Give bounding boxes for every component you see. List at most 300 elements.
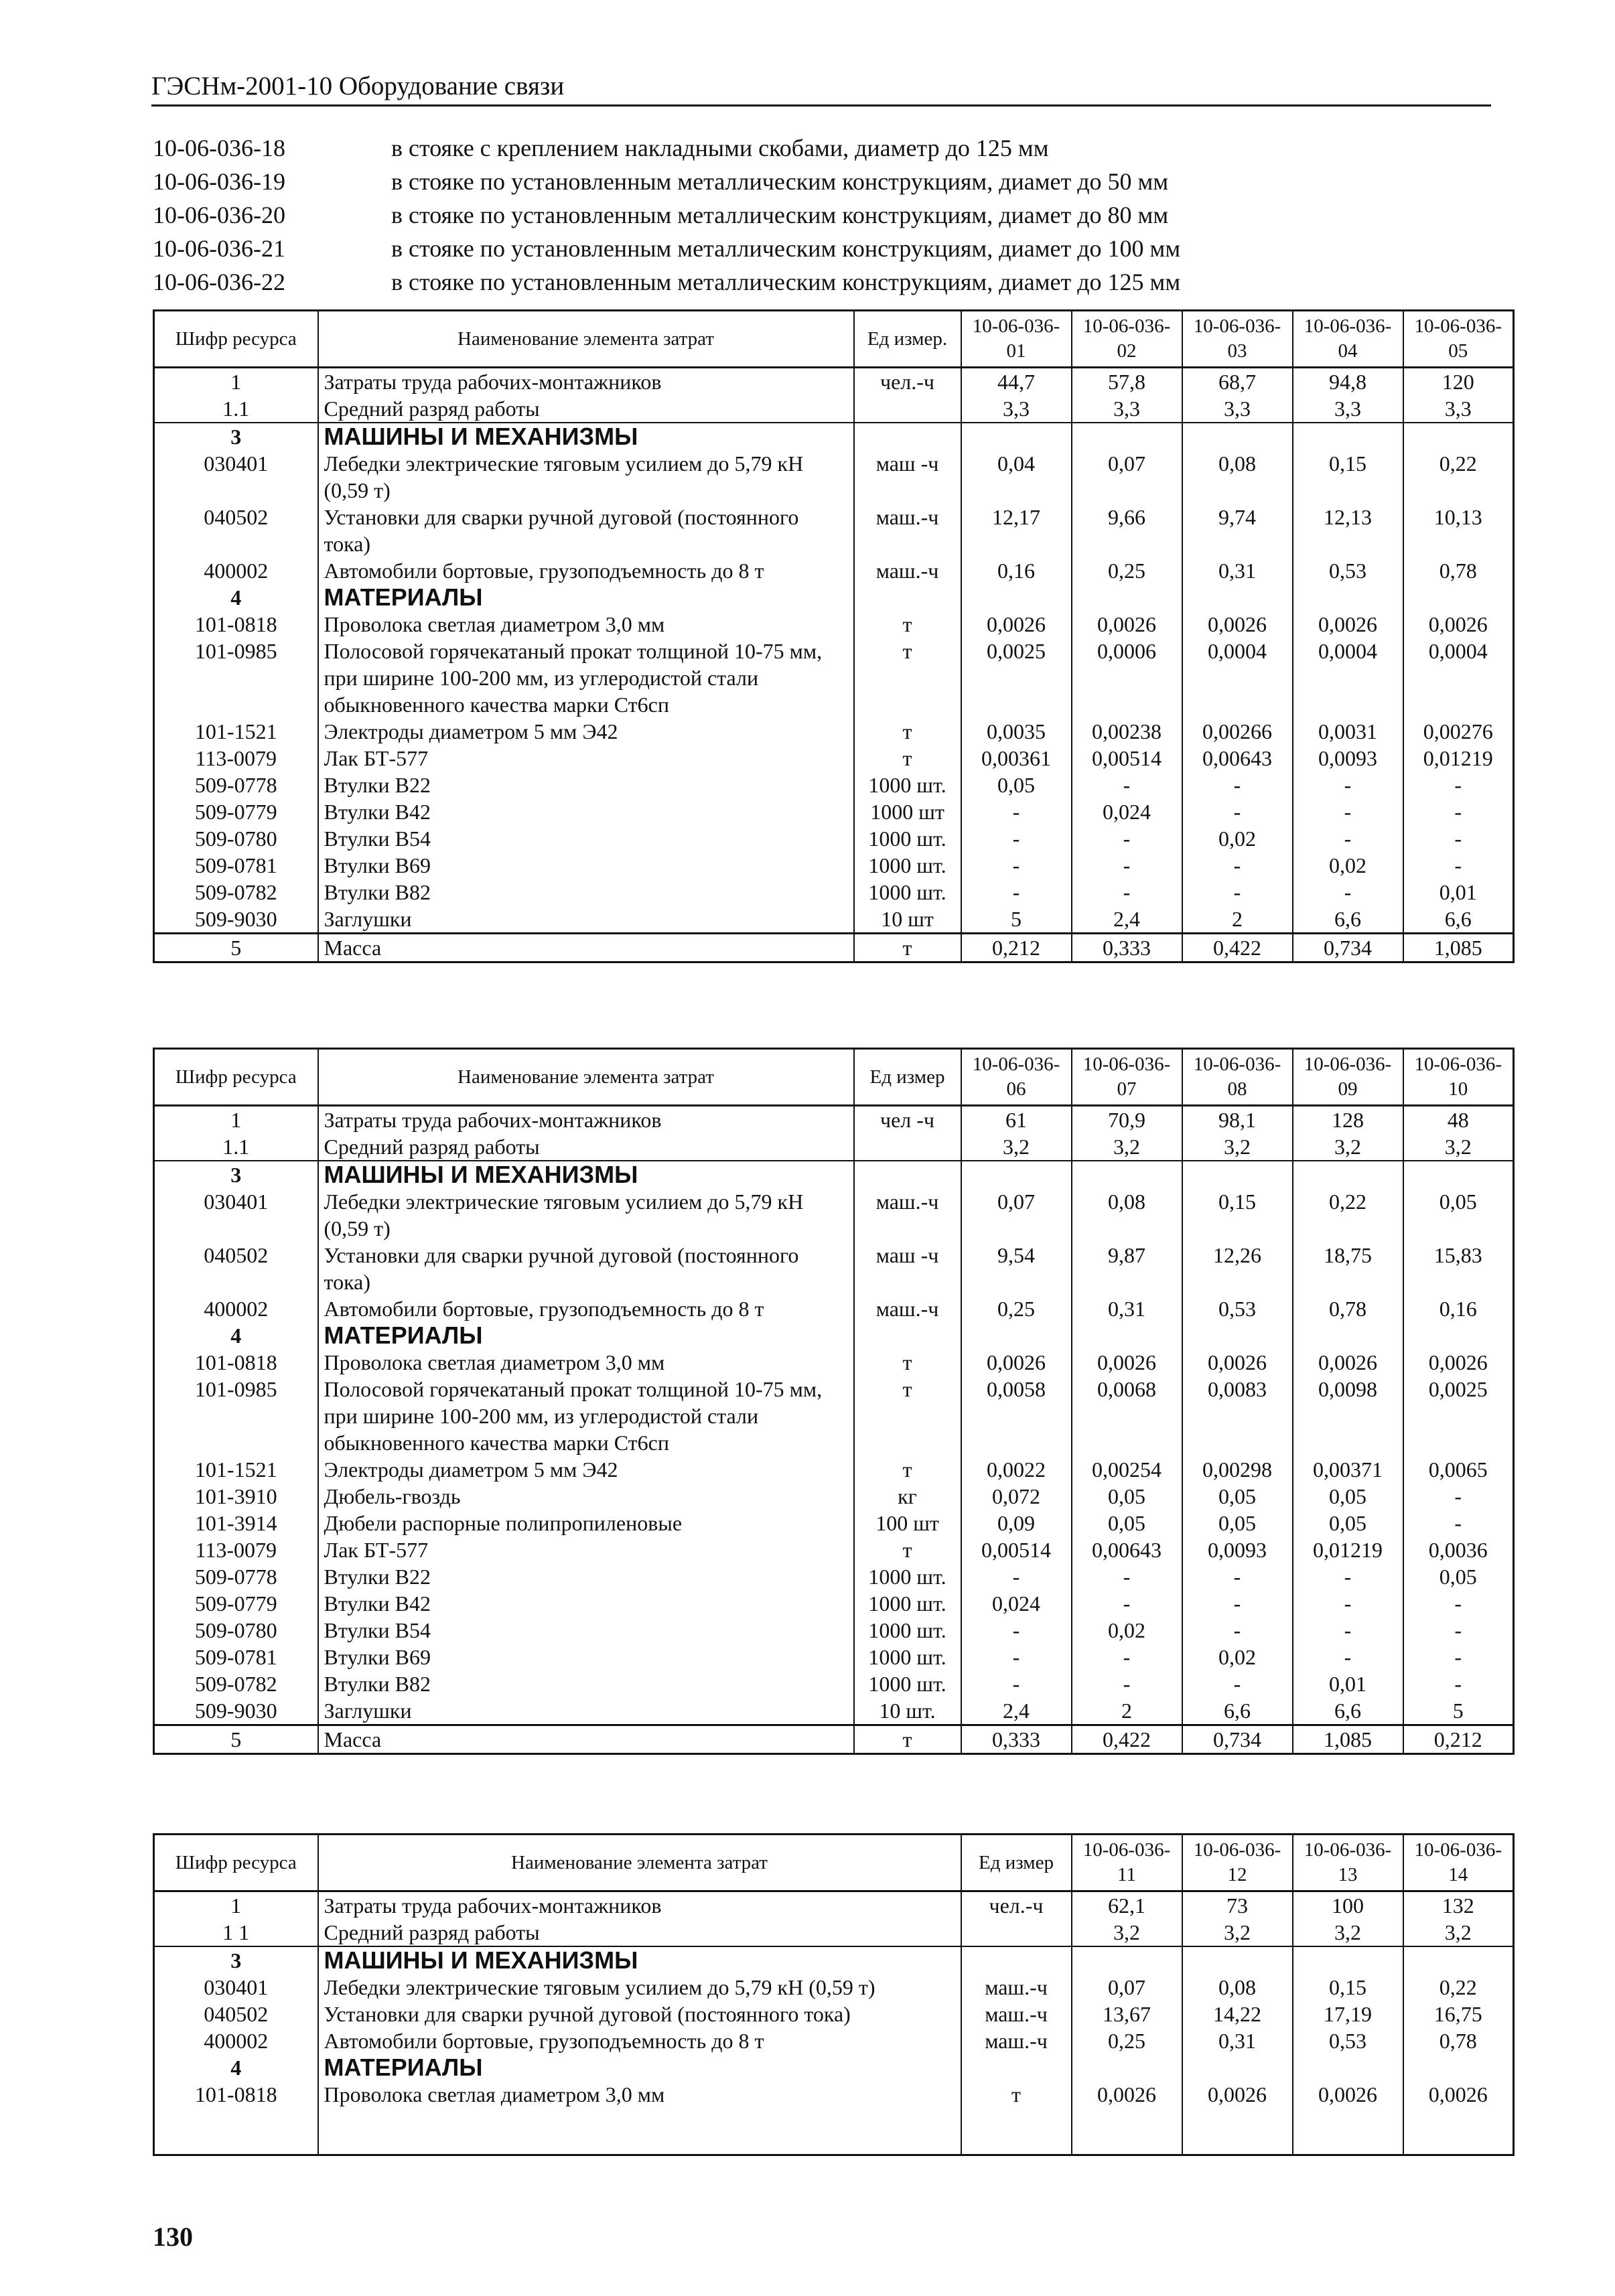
resource-unit — [854, 1161, 961, 1188]
resource-unit: 1000 шт. — [854, 879, 961, 906]
resource-value: 0,00514 — [1072, 745, 1182, 772]
blank-cell — [961, 2108, 1072, 2155]
resource-value: 0,0065 — [1403, 1456, 1514, 1483]
table-row — [154, 1617, 1514, 1644]
norm-code-row — [153, 232, 1492, 265]
table-header-row — [154, 1049, 1514, 1106]
resource-code: 101-3910 — [154, 1483, 318, 1510]
resource-value — [1403, 1946, 1514, 1974]
resource-code: 1 1 — [154, 1919, 318, 1946]
resource-name: Дюбель-гвоздь — [318, 1483, 854, 1510]
resource-unit: т — [854, 718, 961, 745]
resource-value: 0,05 — [1072, 1483, 1182, 1510]
column-header-norm-code: 10-06-036-08 — [1182, 1049, 1293, 1106]
table-row — [154, 1510, 1514, 1536]
resource-value — [1403, 1322, 1514, 1349]
blank-cell — [1293, 2108, 1403, 2155]
resource-name: Электроды диаметром 5 мм Э42 — [318, 1456, 854, 1483]
resource-value: 0,02 — [1072, 1617, 1182, 1644]
resource-name: Автомобили бортовые, грузоподъемность до 8 т — [318, 1295, 854, 1322]
resource-value: - — [1182, 772, 1293, 798]
resource-value: - — [1293, 879, 1403, 906]
resource-value: - — [1403, 1670, 1514, 1697]
resource-value: 0,31 — [1182, 2027, 1293, 2054]
resource-value: - — [961, 1617, 1072, 1644]
resource-value: 0,212 — [961, 934, 1072, 962]
resource-value: 0,04 — [961, 450, 1072, 504]
resource-value: - — [1293, 825, 1403, 852]
resource-value: 0,08 — [1072, 1188, 1182, 1242]
resource-value: 0,00643 — [1072, 1536, 1182, 1563]
table-row — [154, 557, 1514, 584]
column-header-unit: Ед измер. — [854, 311, 961, 368]
resource-value: 0,05 — [961, 772, 1072, 798]
resource-value: 12,13 — [1293, 504, 1403, 557]
resource-value: 68,7 — [1182, 368, 1293, 396]
resource-name: Установки для сварки ручной дуговой (постоянного тока) — [318, 2001, 961, 2027]
resource-code: 509-0779 — [154, 1590, 318, 1617]
resource-code: 101-1521 — [154, 1456, 318, 1483]
norm-code-id: 10-06-036-22 — [153, 269, 285, 295]
resource-value: 3,2 — [961, 1133, 1072, 1161]
resource-value: 0,422 — [1072, 1725, 1182, 1754]
resource-value: 0,734 — [1293, 934, 1403, 962]
resource-code: 030401 — [154, 450, 318, 504]
resource-name: Масса — [318, 1725, 854, 1754]
resource-code: 509-0781 — [154, 1644, 318, 1670]
resource-value: 0,05 — [1403, 1188, 1514, 1242]
resource-unit: чел -ч — [854, 1106, 961, 1134]
resource-value: 0,0083 — [1182, 1376, 1293, 1456]
table-row — [154, 1376, 1514, 1456]
table-row — [154, 2081, 1514, 2108]
resource-unit: 1000 шт — [854, 798, 961, 825]
resource-code: 3 — [154, 1946, 318, 1974]
resource-value: 62,1 — [1072, 1891, 1182, 1920]
column-header-code: Шифр ресурса — [154, 1835, 318, 1891]
resource-code: 101-0985 — [154, 1376, 318, 1456]
resource-name: Установки для сварки ручной дуговой (постоянного тока) — [318, 1242, 854, 1295]
resource-value — [1072, 1322, 1182, 1349]
table-row — [154, 1349, 1514, 1376]
section-row — [154, 1322, 1514, 1349]
column-header-norm-code: 10-06-036-06 — [961, 1049, 1072, 1106]
resource-unit: 10 шт — [854, 906, 961, 934]
column-header-norm-code: 10-06-036-07 — [1072, 1049, 1182, 1106]
resource-value: 0,0006 — [1072, 638, 1182, 718]
resource-unit: маш.-ч — [961, 2001, 1072, 2027]
resource-value: 0,0026 — [1403, 611, 1514, 638]
resource-value: 0,07 — [961, 1188, 1072, 1242]
resource-code: 4 — [154, 2054, 318, 2081]
resource-value — [1293, 584, 1403, 611]
blank-cell — [154, 2108, 318, 2155]
resource-value: 0,0026 — [1072, 611, 1182, 638]
resource-value: - — [1182, 879, 1293, 906]
resource-value: 0,53 — [1182, 1295, 1293, 1322]
resource-value: - — [1072, 1644, 1182, 1670]
resource-value — [961, 584, 1072, 611]
resource-code: 1.1 — [154, 1133, 318, 1161]
resource-value: 0,00276 — [1403, 718, 1514, 745]
resource-name: Втулки В82 — [318, 1670, 854, 1697]
resource-value: 6,6 — [1403, 906, 1514, 934]
table-row — [154, 1483, 1514, 1510]
resource-value: 0,25 — [961, 1295, 1072, 1322]
mass-row — [154, 1725, 1514, 1754]
resource-unit: т — [854, 638, 961, 718]
table-row — [154, 1919, 1514, 1946]
resource-value: 3,2 — [1182, 1133, 1293, 1161]
resource-value: - — [961, 1563, 1072, 1590]
table-row — [154, 2001, 1514, 2027]
norm-code-description: в стояке по установленным металлическим конструкциям, диамет до 50 мм — [391, 168, 1169, 195]
resource-value: - — [1182, 852, 1293, 879]
resource-name: Установки для сварки ручной дуговой (постоянного тока) — [318, 504, 854, 557]
resource-value: 0,05 — [1293, 1483, 1403, 1510]
table-row — [154, 798, 1514, 825]
resource-value: 0,00254 — [1072, 1456, 1182, 1483]
norm-code-description: в стояке по установленным металлическим конструкциям, диамет до 125 мм — [391, 269, 1181, 295]
mass-row — [154, 934, 1514, 962]
resource-code: 509-0782 — [154, 1670, 318, 1697]
resource-code: 509-0779 — [154, 798, 318, 825]
resource-name: Затраты труда рабочих-монтажников — [318, 1106, 854, 1134]
resource-value: 0,734 — [1182, 1725, 1293, 1754]
column-header-name: Наименование элемента затрат — [318, 311, 854, 368]
resource-value: 17,19 — [1293, 2001, 1403, 2027]
resource-value: - — [1403, 852, 1514, 879]
resource-value: 0,05 — [1293, 1510, 1403, 1536]
resource-unit: чел.-ч — [961, 1891, 1072, 1920]
resource-value: 3,3 — [961, 395, 1072, 423]
blank-cell — [1182, 2108, 1293, 2155]
resource-value: 3,3 — [1403, 395, 1514, 423]
resource-value: - — [961, 825, 1072, 852]
table-header-row — [154, 311, 1514, 368]
resource-value: 0,15 — [1182, 1188, 1293, 1242]
resource-unit: 1000 шт. — [854, 772, 961, 798]
resource-name: МАШИНЫ И МЕХАНИЗМЫ — [318, 1161, 854, 1188]
resource-value: - — [1293, 1563, 1403, 1590]
resource-value: - — [1072, 852, 1182, 879]
column-header-norm-code: 10-06-036-03 — [1182, 311, 1293, 368]
resource-code: 101-1521 — [154, 718, 318, 745]
resource-unit: т — [854, 1536, 961, 1563]
resource-name: Автомобили бортовые, грузоподъемность до 8 т — [318, 557, 854, 584]
resource-value: 0,22 — [1293, 1188, 1403, 1242]
resource-value: - — [1403, 772, 1514, 798]
resource-code: 5 — [154, 1725, 318, 1754]
resource-name: Масса — [318, 934, 854, 962]
resource-value — [1072, 1161, 1182, 1188]
resource-value: 3,2 — [1293, 1919, 1403, 1946]
resource-name: Затраты труда рабочих-монтажников — [318, 368, 854, 396]
resource-value: 5 — [1403, 1697, 1514, 1725]
column-header-code: Шифр ресурса — [154, 311, 318, 368]
table-row — [154, 718, 1514, 745]
table-row — [154, 611, 1514, 638]
resource-value: 6,6 — [1293, 906, 1403, 934]
resource-value: - — [1403, 825, 1514, 852]
table-row — [154, 1242, 1514, 1295]
resource-value: 0,024 — [961, 1590, 1072, 1617]
resource-value: 0,01219 — [1293, 1536, 1403, 1563]
resource-value — [1182, 2054, 1293, 2081]
resource-value: - — [1072, 879, 1182, 906]
resource-unit — [854, 584, 961, 611]
resource-value: 9,66 — [1072, 504, 1182, 557]
resource-value: 0,0026 — [1293, 1349, 1403, 1376]
resource-code: 113-0079 — [154, 745, 318, 772]
resource-code: 509-0778 — [154, 1563, 318, 1590]
table-row — [154, 879, 1514, 906]
resource-code: 113-0079 — [154, 1536, 318, 1563]
resource-value — [961, 423, 1072, 450]
table-row — [154, 906, 1514, 934]
table-row — [154, 852, 1514, 879]
resource-value: 0,0093 — [1293, 745, 1403, 772]
resource-value — [1182, 1946, 1293, 1974]
resource-value: 0,0036 — [1403, 1536, 1514, 1563]
resource-code: 1 — [154, 368, 318, 396]
resource-value: 0,0022 — [961, 1456, 1072, 1483]
resource-name: Втулки В42 — [318, 1590, 854, 1617]
resource-value: 0,0026 — [1403, 1349, 1514, 1376]
resource-value: 14,22 — [1182, 2001, 1293, 2027]
resource-value: 0,0031 — [1293, 718, 1403, 745]
resource-name: Втулки В69 — [318, 1644, 854, 1670]
resource-name: Электроды диаметром 5 мм Э42 — [318, 718, 854, 745]
resource-name: МАТЕРИАЛЫ — [318, 584, 854, 611]
resource-value: 3,3 — [1072, 395, 1182, 423]
resource-value: 0,0035 — [961, 718, 1072, 745]
section-row — [154, 2054, 1514, 2081]
resource-value — [961, 1161, 1072, 1188]
resource-value: 0,00371 — [1293, 1456, 1403, 1483]
resource-unit: т — [854, 1376, 961, 1456]
resource-name: Заглушки — [318, 1697, 854, 1725]
table-row — [154, 1295, 1514, 1322]
resource-value: 132 — [1403, 1891, 1514, 1920]
resource-name: Лак БТ-577 — [318, 1536, 854, 1563]
resource-value: 0,0004 — [1182, 638, 1293, 718]
table-row — [154, 1188, 1514, 1242]
resource-name: Полосовой горячекатаный прокат толщиной 10-75 мм, при ширине 100-200 мм, из углеродистой стали обыкновенного качества марки Ст6сп — [318, 1376, 854, 1456]
norm-code-id: 10-06-036-18 — [153, 135, 285, 161]
table-row — [154, 1974, 1514, 2001]
resource-value: 0,0068 — [1072, 1376, 1182, 1456]
resource-value: 0,0026 — [1182, 1349, 1293, 1376]
resource-value: 0,422 — [1182, 934, 1293, 962]
resource-value: 3,2 — [1403, 1133, 1514, 1161]
table-row — [154, 1891, 1514, 1920]
resource-value: - — [1293, 1590, 1403, 1617]
resource-value: - — [1293, 772, 1403, 798]
column-header-norm-code: 10-06-036-13 — [1293, 1835, 1403, 1891]
column-header-code: Шифр ресурса — [154, 1049, 318, 1106]
blank-cell — [318, 2108, 961, 2155]
column-header-norm-code: 10-06-036-10 — [1403, 1049, 1514, 1106]
resource-name: Полосовой горячекатаный прокат толщиной 10-75 мм, при ширине 100-200 мм, из углеродистой стали обыкновенного качества марки Ст6сп — [318, 638, 854, 718]
resource-unit: маш.-ч — [854, 1188, 961, 1242]
resource-value: 0,00266 — [1182, 718, 1293, 745]
resource-value: 0,07 — [1072, 450, 1182, 504]
table-row — [154, 772, 1514, 798]
resource-unit: маш.-ч — [854, 1295, 961, 1322]
resource-code: 030401 — [154, 1974, 318, 2001]
resource-value — [1403, 2054, 1514, 2081]
resource-value: - — [961, 798, 1072, 825]
resource-unit: маш -ч — [854, 1242, 961, 1295]
resource-name: Проволока светлая диаметром 3,0 мм — [318, 2081, 961, 2108]
section-row — [154, 423, 1514, 450]
resource-value: 3,2 — [1072, 1919, 1182, 1946]
column-header-norm-code: 10-06-036-11 — [1072, 1835, 1182, 1891]
resource-unit: т — [854, 611, 961, 638]
resource-name: Дюбели распорные полипропиленовые — [318, 1510, 854, 1536]
column-header-norm-code: 10-06-036-14 — [1403, 1835, 1514, 1891]
resource-value: 44,7 — [961, 368, 1072, 396]
resource-code: 509-9030 — [154, 1697, 318, 1725]
resource-code: 4 — [154, 1322, 318, 1349]
table-row — [154, 2027, 1514, 2054]
resource-code: 030401 — [154, 1188, 318, 1242]
section-row — [154, 584, 1514, 611]
resource-value: 5 — [961, 906, 1072, 934]
norm-code-id: 10-06-036-20 — [153, 202, 285, 228]
resource-value — [1182, 584, 1293, 611]
table-row — [154, 1670, 1514, 1697]
resource-value: - — [1293, 798, 1403, 825]
resource-value: 0,31 — [1072, 1295, 1182, 1322]
resource-code: 101-0818 — [154, 2081, 318, 2108]
resource-value: 0,05 — [1403, 1563, 1514, 1590]
resource-value: 94,8 — [1293, 368, 1403, 396]
resource-value: 0,02 — [1182, 1644, 1293, 1670]
resource-unit: маш.-ч — [961, 2027, 1072, 2054]
resource-value: - — [1072, 1590, 1182, 1617]
resource-value: 0,00361 — [961, 745, 1072, 772]
resource-value — [1403, 584, 1514, 611]
resource-value: 15,83 — [1403, 1242, 1514, 1295]
resource-value: 0,0025 — [1403, 1376, 1514, 1456]
resource-value: 0,01 — [1403, 879, 1514, 906]
resource-value: - — [1403, 798, 1514, 825]
resource-value: 100 — [1293, 1891, 1403, 1920]
resource-code: 101-0818 — [154, 611, 318, 638]
resource-value — [1072, 1946, 1182, 1974]
resource-code: 1 — [154, 1106, 318, 1134]
resource-name: Автомобили бортовые, грузоподъемность до 8 т — [318, 2027, 961, 2054]
resource-value: 73 — [1182, 1891, 1293, 1920]
resource-name: Втулки В82 — [318, 879, 854, 906]
resource-unit: 10 шт. — [854, 1697, 961, 1725]
resource-name: Лебедки электрические тяговым усилием до 5,79 кН (0,59 т) — [318, 1188, 854, 1242]
resource-name: Втулки В22 — [318, 1563, 854, 1590]
resource-name: Заглушки — [318, 906, 854, 934]
resource-value: 0,05 — [1182, 1510, 1293, 1536]
resource-value — [1072, 2054, 1182, 2081]
resource-value: 3,2 — [1293, 1133, 1403, 1161]
resource-value: 18,75 — [1293, 1242, 1403, 1295]
resource-value: 0,16 — [961, 557, 1072, 584]
resource-value: 0,22 — [1403, 450, 1514, 504]
resource-value — [1072, 584, 1182, 611]
resource-value: - — [1403, 1590, 1514, 1617]
resource-unit: 100 шт — [854, 1510, 961, 1536]
resource-name: Средний разряд работы — [318, 1919, 961, 1946]
resource-name: Втулки В69 — [318, 852, 854, 879]
resource-code: 509-0778 — [154, 772, 318, 798]
resource-name: Втулки В54 — [318, 825, 854, 852]
blank-cell — [1403, 2108, 1514, 2155]
resource-value: - — [961, 852, 1072, 879]
norm-code-row — [153, 198, 1492, 232]
norm-code-id: 10-06-036-21 — [153, 235, 285, 262]
table-row — [154, 825, 1514, 852]
resource-value: 0,15 — [1293, 1974, 1403, 2001]
resource-code: 400002 — [154, 2027, 318, 2054]
resource-unit: чел.-ч — [854, 368, 961, 396]
resource-name: Средний разряд работы — [318, 1133, 854, 1161]
resource-code: 509-9030 — [154, 906, 318, 934]
resource-value: 0,0026 — [1403, 2081, 1514, 2108]
table-row — [154, 1536, 1514, 1563]
resource-value: 0,78 — [1403, 2027, 1514, 2054]
resource-value: 0,78 — [1293, 1295, 1403, 1322]
column-header-norm-code: 10-06-036-04 — [1293, 311, 1403, 368]
resource-unit: т — [854, 745, 961, 772]
resource-value — [1182, 423, 1293, 450]
resource-code: 3 — [154, 1161, 318, 1188]
resource-value: 3,2 — [1182, 1919, 1293, 1946]
table-row — [154, 1697, 1514, 1725]
column-header-norm-code: 10-06-036-02 — [1072, 311, 1182, 368]
resource-table-1 — [153, 309, 1515, 963]
table-row — [154, 745, 1514, 772]
norm-code-description: в стояке по установленным металлическим конструкциям, диамет до 100 мм — [391, 235, 1181, 262]
resource-value — [1182, 1161, 1293, 1188]
resource-unit — [961, 1919, 1072, 1946]
resource-value: 0,0026 — [1293, 611, 1403, 638]
resource-value: 48 — [1403, 1106, 1514, 1134]
resource-value: 1,085 — [1293, 1725, 1403, 1754]
column-header-unit: Ед измер — [961, 1835, 1072, 1891]
resource-value — [1293, 1161, 1403, 1188]
resource-name: Втулки В42 — [318, 798, 854, 825]
resource-code: 040502 — [154, 2001, 318, 2027]
resource-name: Лебедки электрические тяговым усилием до 5,79 кН (0,59 т) — [318, 450, 854, 504]
resource-value: - — [1182, 1617, 1293, 1644]
resource-value: - — [1182, 1670, 1293, 1697]
resource-value — [961, 1322, 1072, 1349]
resource-value — [1072, 423, 1182, 450]
resource-unit: 1000 шт. — [854, 1670, 961, 1697]
resource-value: - — [1182, 798, 1293, 825]
resource-value: 0,15 — [1293, 450, 1403, 504]
resource-value: - — [961, 1644, 1072, 1670]
resource-value: 57,8 — [1072, 368, 1182, 396]
table-row — [154, 1563, 1514, 1590]
resource-unit: 1000 шт. — [854, 1563, 961, 1590]
resource-name: МАШИНЫ И МЕХАНИЗМЫ — [318, 423, 854, 450]
resource-value: 0,0098 — [1293, 1376, 1403, 1456]
resource-value: 12,26 — [1182, 1242, 1293, 1295]
resource-value: - — [1293, 1617, 1403, 1644]
resource-value: 6,6 — [1293, 1697, 1403, 1725]
resource-value: 0,05 — [1072, 1510, 1182, 1536]
